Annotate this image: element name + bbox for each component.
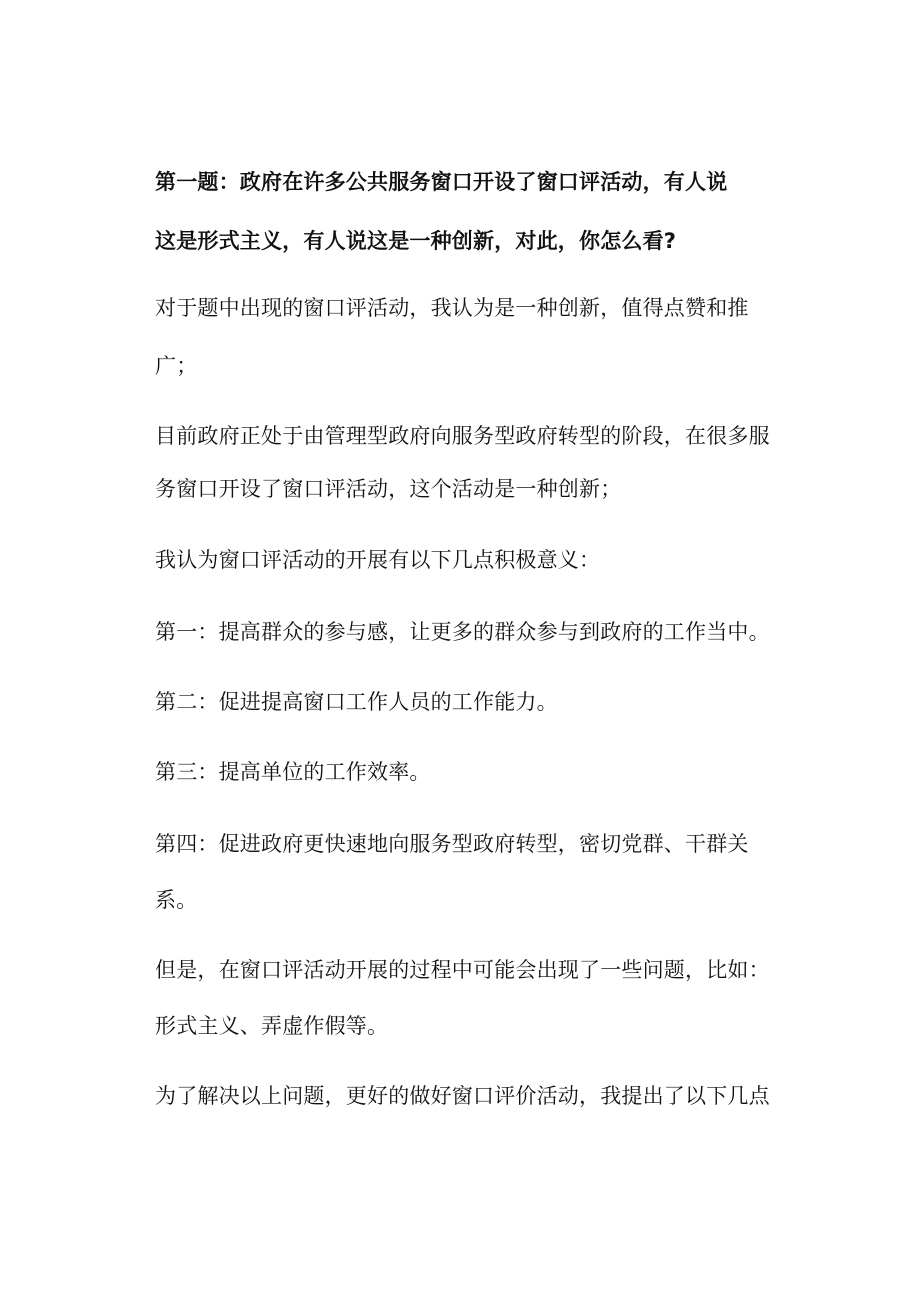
list-item: 第一：提高群众的参与感，让更多的群众参与到政府的工作当中。 bbox=[155, 620, 770, 644]
paragraph-line: 但是，在窗口评活动开展的过程中可能会出现了一些问题，比如： bbox=[155, 958, 770, 982]
paragraph-line: 目前政府正处于由管理型政府向服务型政府转型的阶段，在很多服 bbox=[155, 424, 770, 448]
paragraph-line: 务窗口开设了窗口评活动，这个活动是一种创新； bbox=[155, 477, 622, 501]
list-item: 系。 bbox=[155, 888, 198, 912]
paragraph-line: 为了解决以上问题，更好的做好窗口评价活动，我提出了以下几点 bbox=[155, 1084, 770, 1108]
paragraph-line: 对于题中出现的窗口评活动，我认为是一种创新，值得点赞和推 bbox=[155, 296, 749, 320]
paragraph-line: 广； bbox=[155, 354, 198, 378]
list-item: 第二：促进提高窗口工作人员的工作能力。 bbox=[155, 690, 558, 714]
question-title-line-2: 这是形式主义，有人说这是一种创新，对此，你怎么看? bbox=[155, 229, 677, 253]
paragraph-line: 形式主义、弄虚作假等。 bbox=[155, 1014, 389, 1038]
list-item: 第四：促进政府更快速地向服务型政府转型，密切党群、干群关 bbox=[155, 832, 749, 856]
list-item: 第三：提高单位的工作效率。 bbox=[155, 760, 431, 784]
question-title-line-1: 第一题：政府在许多公共服务窗口开设了窗口评活动，有人说 bbox=[155, 170, 728, 194]
paragraph-line: 我认为窗口评活动的开展有以下几点积极意义： bbox=[155, 548, 601, 572]
